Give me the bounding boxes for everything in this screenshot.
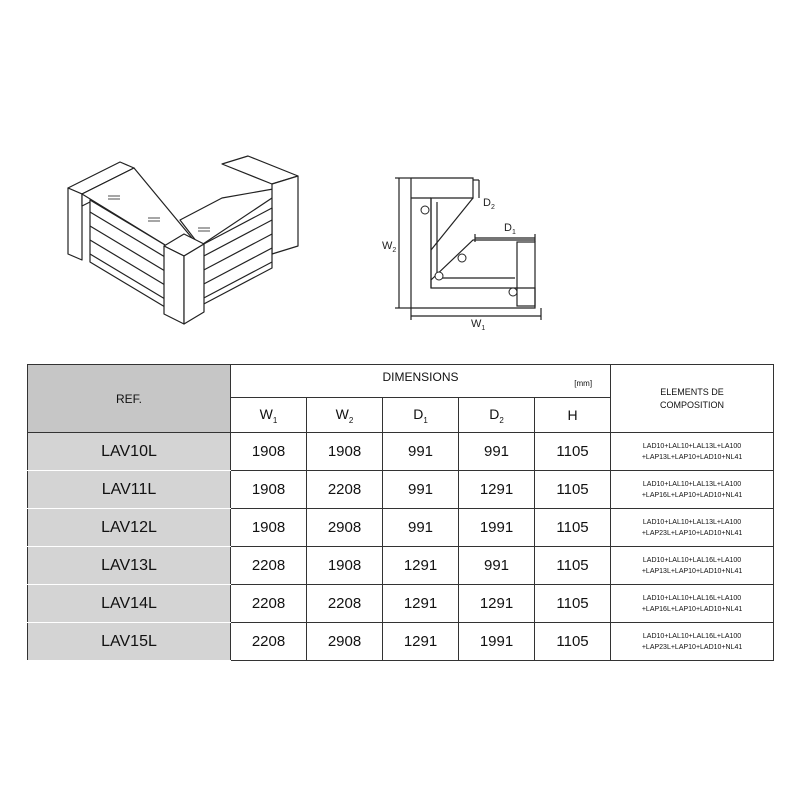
w2-cell: 1908 <box>307 433 383 471</box>
column-header-d1: $D_1$ <box>383 398 459 433</box>
left-pillar-front <box>68 188 82 260</box>
composition-cell: LAD10+LAL10+LAL13L+LA100 +LAP13L+LAP10+LAD10+NL41 <box>611 433 774 471</box>
d1-label: $D_1$ <box>504 222 516 237</box>
w2-cell: 1908 <box>307 547 383 585</box>
w2-cell: 2208 <box>307 585 383 623</box>
dimensions-header: DIMENSIONS [mm] <box>231 365 611 398</box>
table-row <box>28 547 774 585</box>
ref-cell: LAV10L <box>28 433 231 471</box>
w1-cell: 2208 <box>231 585 307 623</box>
h-cell: 1105 <box>535 623 611 661</box>
d1-cell: 1291 <box>383 547 459 585</box>
ref-cell: LAV11L <box>28 471 231 509</box>
composition-cell: LAD10+LAL10+LAL13L+LA100 +LAP23L+LAP10+LAD10+NL41 <box>611 509 774 547</box>
h-cell: 1105 <box>535 585 611 623</box>
d2-cell: 1991 <box>459 623 535 661</box>
w2-cell: 2908 <box>307 623 383 661</box>
composition-cell: LAD10+LAL10+LAL13L+LA100 +LAP16L+LAP10+LAD10+NL41 <box>611 471 774 509</box>
d1-cell: 991 <box>383 433 459 471</box>
composition-cell: LAD10+LAL10+LAL16L+LA100 +LAP16L+LAP10+LAD10+NL41 <box>611 585 774 623</box>
specification-table <box>27 364 774 661</box>
w1-cell: 1908 <box>231 433 307 471</box>
d1-cell: 991 <box>383 471 459 509</box>
reception-desk-illustration <box>60 150 310 330</box>
d2-cell: 991 <box>459 547 535 585</box>
d2-cell: 1991 <box>459 509 535 547</box>
table-row <box>28 471 774 509</box>
ref-cell: LAV13L <box>28 547 231 585</box>
ref-cell: LAV12L <box>28 509 231 547</box>
ref-cell: LAV15L <box>28 623 231 661</box>
ref-cell: LAV14L <box>28 585 231 623</box>
table-row <box>28 433 774 471</box>
d1-cell: 1291 <box>383 585 459 623</box>
composition-cell: LAD10+LAL10+LAL16L+LA100 +LAP13L+LAP10+LAD10+NL41 <box>611 547 774 585</box>
w2-cell: 2208 <box>307 471 383 509</box>
w1-cell: 2208 <box>231 623 307 661</box>
w2-label: $W_2$ <box>382 240 397 255</box>
h-cell: 1105 <box>535 547 611 585</box>
d1-cell: 1291 <box>383 623 459 661</box>
d2-cell: 991 <box>459 433 535 471</box>
composition-cell: LAD10+LAL10+LAL16L+LA100 +LAP23L+LAP10+LAD10+NL41 <box>611 623 774 661</box>
d1-cell: 991 <box>383 509 459 547</box>
table-row <box>28 585 774 623</box>
h-cell: 1105 <box>535 471 611 509</box>
table-row <box>28 509 774 547</box>
plan-view-diagram <box>375 170 550 335</box>
w2-cell: 2908 <box>307 509 383 547</box>
ref-header: REF. <box>28 365 231 433</box>
h-cell: 1105 <box>535 433 611 471</box>
w1-cell: 1908 <box>231 471 307 509</box>
w1-label: $W_1$ <box>471 318 486 333</box>
d2-cell: 1291 <box>459 471 535 509</box>
table-row <box>28 623 774 661</box>
unit-label: [mm] <box>574 379 593 388</box>
w1-cell: 2208 <box>231 547 307 585</box>
column-header-w1: $W_1$ <box>231 398 307 433</box>
composition-header: ELEMENTS DE COMPOSITION <box>611 365 774 433</box>
h-cell: 1105 <box>535 509 611 547</box>
right-pillar-front <box>272 176 298 254</box>
column-header-d2: $D_2$ <box>459 398 535 433</box>
d2-label: $D_2$ <box>483 197 495 212</box>
column-header-w2: $W_2$ <box>307 398 383 433</box>
w1-cell: 1908 <box>231 509 307 547</box>
d2-cell: 1291 <box>459 585 535 623</box>
column-header-h: H <box>535 398 611 433</box>
